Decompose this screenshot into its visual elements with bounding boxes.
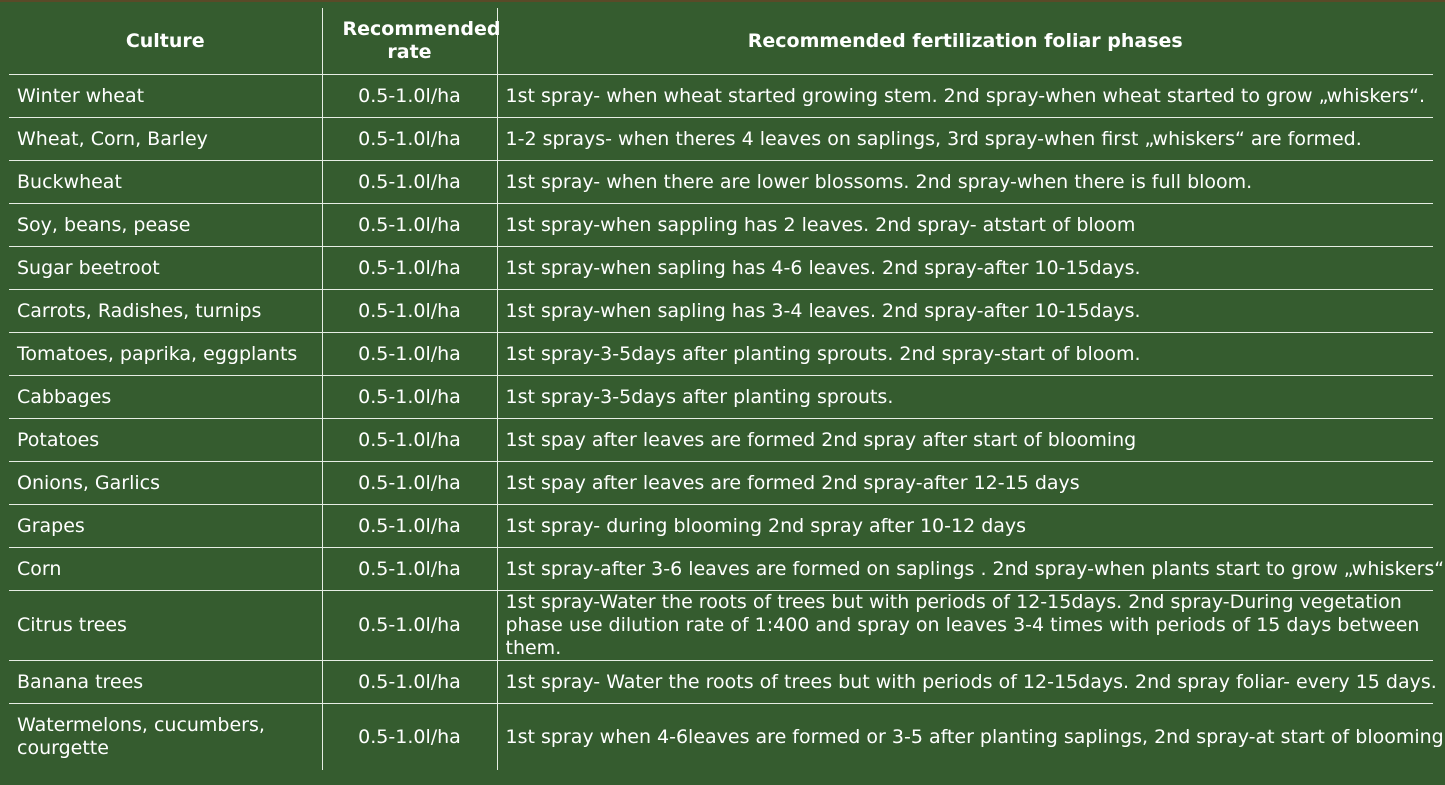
phases-cell: 1st spray-when sapling has 3-4 leaves. 2nd spray-after 10-15days.	[497, 290, 1433, 333]
table-row	[9, 118, 1433, 161]
rate-cell: 0.5-1.0l/ha	[322, 661, 497, 704]
phases-cell: 1st spray- during blooming 2nd spray after 10-12 days	[497, 505, 1433, 548]
phases-cell: 1st spray-after 3-6 leaves are formed on saplings . 2nd spray-when plants start to grow „whiskers“	[497, 548, 1433, 591]
phases-cell: 1st spray-3-5days after planting sprouts. 2nd spray-start of bloom.	[497, 333, 1433, 376]
rate-cell: 0.5-1.0l/ha	[322, 290, 497, 333]
table-row	[9, 548, 1433, 591]
fertilization-table	[9, 8, 1445, 770]
phases-cell: 1st spray-when sapling has 4-6 leaves. 2nd spray-after 10-15days.	[497, 247, 1433, 290]
culture-cell: Tomatoes, paprika, eggplants	[9, 333, 322, 376]
table-row	[9, 462, 1433, 505]
header-row	[9, 8, 1433, 75]
table-row	[9, 204, 1433, 247]
table-row	[9, 661, 1433, 704]
culture-cell: Soy, beans, pease	[9, 204, 322, 247]
rate-cell: 0.5-1.0l/ha	[322, 118, 497, 161]
rate-cell: 0.5-1.0l/ha	[322, 462, 497, 505]
top-edge-strip	[0, 0, 1445, 2]
culture-cell: Sugar beetroot	[9, 247, 322, 290]
culture-cell: Corn	[9, 548, 322, 591]
culture-cell: Watermelons, cucumbers, courgette	[17, 714, 265, 759]
rate-cell: 0.5-1.0l/ha	[322, 161, 497, 204]
culture-cell: Grapes	[9, 505, 322, 548]
rate-cell: 0.5-1.0l/ha	[322, 333, 497, 376]
table-row	[9, 247, 1433, 290]
table-row	[9, 333, 1433, 376]
culture-cell: Cabbages	[9, 376, 322, 419]
rate-cell: 0.5-1.0l/ha	[322, 548, 497, 591]
table-row	[9, 161, 1433, 204]
phases-cell: 1st spray when 4-6leaves are formed or 3-5 after planting saplings, 2nd spray-at start of blooming	[497, 704, 1433, 771]
culture-cell: Winter wheat	[9, 75, 322, 118]
culture-cell: Banana trees	[9, 661, 322, 704]
table-row	[9, 591, 1433, 661]
phases-cell: 1st spay after leaves are formed 2nd spray-after 12-15 days	[497, 462, 1433, 505]
phases-cell: 1st spray-3-5days after planting sprouts.	[497, 376, 1433, 419]
rate-cell: 0.5-1.0l/ha	[322, 591, 497, 661]
table-row	[9, 75, 1433, 118]
rate-cell: 0.5-1.0l/ha	[322, 704, 497, 771]
header-foliar-phases: Recommended fertilization foliar phases	[497, 8, 1433, 75]
phases-cell: 1st spray-when sappling has 2 leaves. 2nd spray- atstart of bloom	[497, 204, 1433, 247]
header-recommended-rate: Recommended rate	[322, 8, 497, 75]
rate-cell: 0.5-1.0l/ha	[322, 505, 497, 548]
header-culture: Culture	[9, 8, 322, 75]
rate-cell: 0.5-1.0l/ha	[322, 75, 497, 118]
rate-cell: 0.5-1.0l/ha	[322, 376, 497, 419]
table-row	[9, 290, 1433, 333]
culture-cell: Potatoes	[9, 419, 322, 462]
phases-cell: 1st spray- Water the roots of trees but with periods of 12-15days. 2nd spray foliar- every 15 days.	[497, 661, 1433, 704]
table-row	[9, 704, 1433, 771]
phases-cell: 1st spray- when wheat started growing stem. 2nd spray-when wheat started to grow „whiskers“.	[497, 75, 1433, 118]
phases-cell: 1st spray- when there are lower blossoms. 2nd spray-when there is full bloom.	[497, 161, 1433, 204]
culture-cell: Onions, Garlics	[9, 462, 322, 505]
rate-cell: 0.5-1.0l/ha	[322, 204, 497, 247]
rate-cell: 0.5-1.0l/ha	[322, 419, 497, 462]
culture-cell: Wheat, Corn, Barley	[9, 118, 322, 161]
culture-cell: Carrots, Radishes, turnips	[9, 290, 322, 333]
phases-cell: 1st spray-Water the roots of trees but with periods of 12-15days. 2nd spray-During vegetation phase use dilution rate of 1:400 and spray on leaves 3-4 times with periods of 15 days between them.	[497, 591, 1433, 661]
table-row	[9, 419, 1433, 462]
table-row	[9, 376, 1433, 419]
phases-cell: 1-2 sprays- when theres 4 leaves on saplings, 3rd spray-when first „whiskers“ are formed.	[497, 118, 1433, 161]
rate-cell: 0.5-1.0l/ha	[322, 247, 497, 290]
table-row	[9, 505, 1433, 548]
culture-cell: Buckwheat	[9, 161, 322, 204]
culture-cell: Citrus trees	[9, 591, 322, 661]
fertilization-table-container	[9, 8, 1445, 770]
phases-cell: 1st spay after leaves are formed 2nd spray after start of blooming	[497, 419, 1433, 462]
